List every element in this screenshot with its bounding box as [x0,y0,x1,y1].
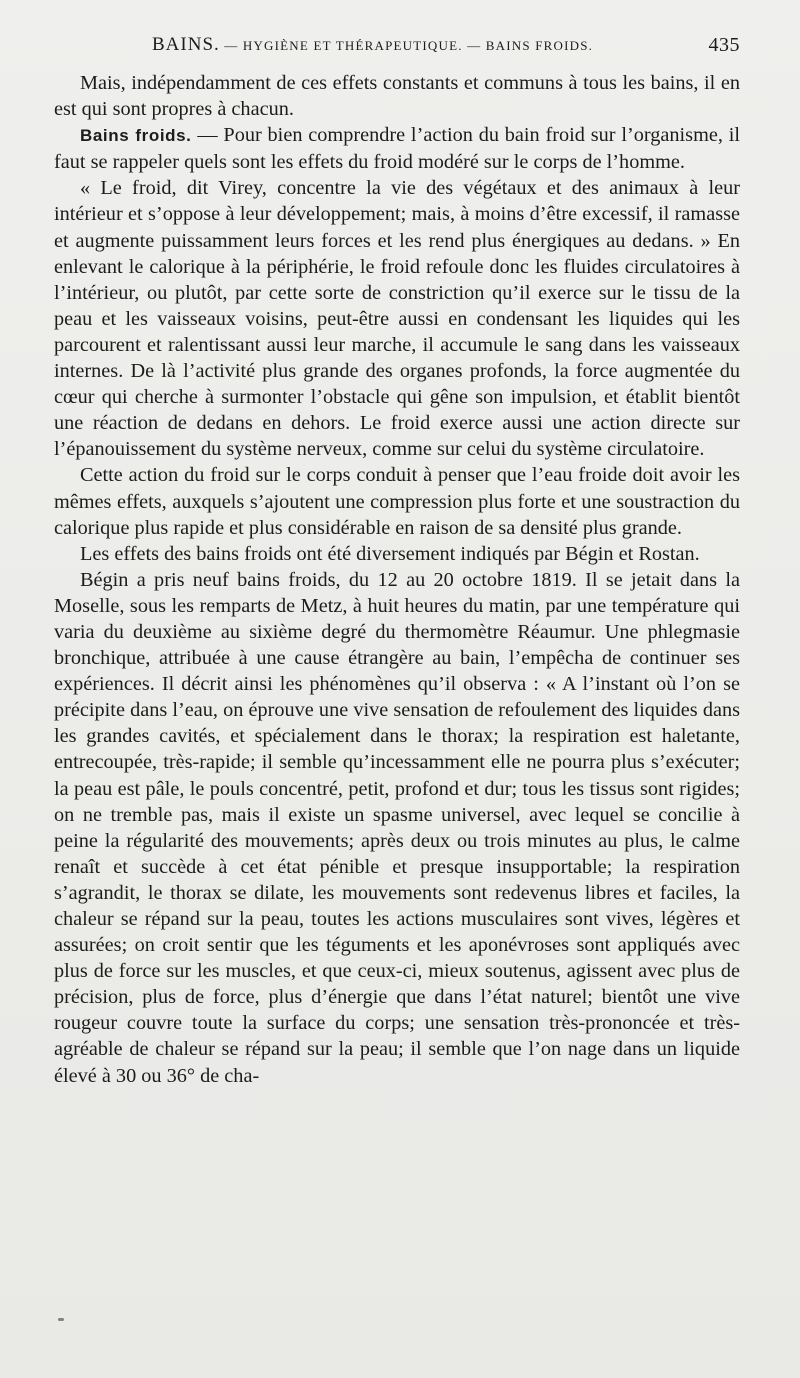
paragraph-3: « Le froid, dit Virey, concentre la vie des végétaux et des animaux à leur intérieur et s’oppose à leur développement; mais, à moins d’être excessif, il ramasse et augmente puissamment leurs forces et les rend plus énergiques au dedans. » En enlevant le calorique à la périphérie, le froid refoule donc les fluides circulatoires à l’intérieur, ou plutôt, par cette sorte de constriction qu’il exerce sur le tissu de la peau et les vaisseaux voisins, peut-être aussi en condensant les liquides qui les parcourent et ralentissant aussi leur marche, il accumule le sang dans les vaisseaux internes. De là l’activité plus grande des organes profonds, la force augmentée du cœur qui cherche à surmonter l’obstacle qui gêne son impulsion, et établit bientôt une réaction de dedans en dehors. Le froid exerce aussi une action directe sur l’épanouissement du système nerveux, comme sur celui du système circulatoire. [54,177,740,461]
ink-smudge [58,1318,64,1321]
paragraph-1: Mais, indépendamment de ces effets constants et communs à tous les bains, il en est qui sont propres à chacun. [54,72,740,121]
running-header [56,34,740,62]
body-text [54,70,740,1089]
running-title-main: BAINS. [152,34,220,55]
section-heading-bains-froids: Bains froids. [80,126,192,146]
running-title-rest: — HYGIÈNE ET THÉRAPEUTIQUE. — BAINS FROIDS. [219,38,594,53]
page-number: 435 [708,34,740,56]
running-title [152,34,593,56]
paragraph-4: Cette action du froid sur le corps conduit à penser que l’eau froide doit avoir les mêmes effets, auxquels s’ajoutent une compression plus forte et une soustraction du calorique plus rapide et plus considérable en raison de sa densité plus grande. [54,464,740,539]
paragraph-5: Les effets des bains froids ont été diversement indiqués par Bégin et Rostan. [80,542,700,565]
paragraph-2 [54,122,740,175]
paragraph-6: Bégin a pris neuf bains froids, du 12 au 20 octobre 1819. Il se jetait dans la Moselle, sous les remparts de Metz, à huit heures du matin, par une température qui varia du deuxième au sixième degré du thermomètre Réaumur. Une phlegmasie bronchique, attribuée à une cause étrangère au bain, l’empêcha de continuer ses expériences. Il décrit ainsi les phénomènes qu’il observa : « A l’instant où l’on se précipite dans l’eau, on éprouve une vive sensation de refoulement des liquides dans les grandes cavités, et spécialement dans le thorax; la respiration est haletante, entrecoupée, très-rapide; il semble qu’incessamment elle ne pourra plus s’exécuter; la peau est pâle, le pouls concentré, petit, profond et dur; tous les tissus sont rigides; on ne tremble pas, mais il existe un spasme universel, avec lequel se concilie à peine la régularité des mouvements; après deux ou trois minutes au plus, le calme renaît et succède à cet état pénible et presque insupportable; la respiration s’agrandit, le thorax se dilate, les mouvements sont redevenus libres et faciles, la chaleur se répand sur la peau, toutes les actions musculaires sont vives, légères et assurées; on croit sentir que les téguments et les aponévroses sont appliqués avec plus de force sur les muscles, et que ceux-ci, mieux soutenus, agissent avec plus de précision, plus de force, plus d’énergie que dans l’état naturel; bientôt une vive rougeur couvre toute la surface du corps; une sensation très-prononcée et très-agréable de chaleur se répand sur la peau; il semble que l’on nage dans un liquide élevé à 30 ou 36° de cha- [54,568,740,1087]
paragraph-2-text: — Pour bien comprendre l’action du bain froid sur l’organisme, il faut se rappeler quels sont les effets du froid modéré sur le corps de l’homme. [54,124,741,174]
